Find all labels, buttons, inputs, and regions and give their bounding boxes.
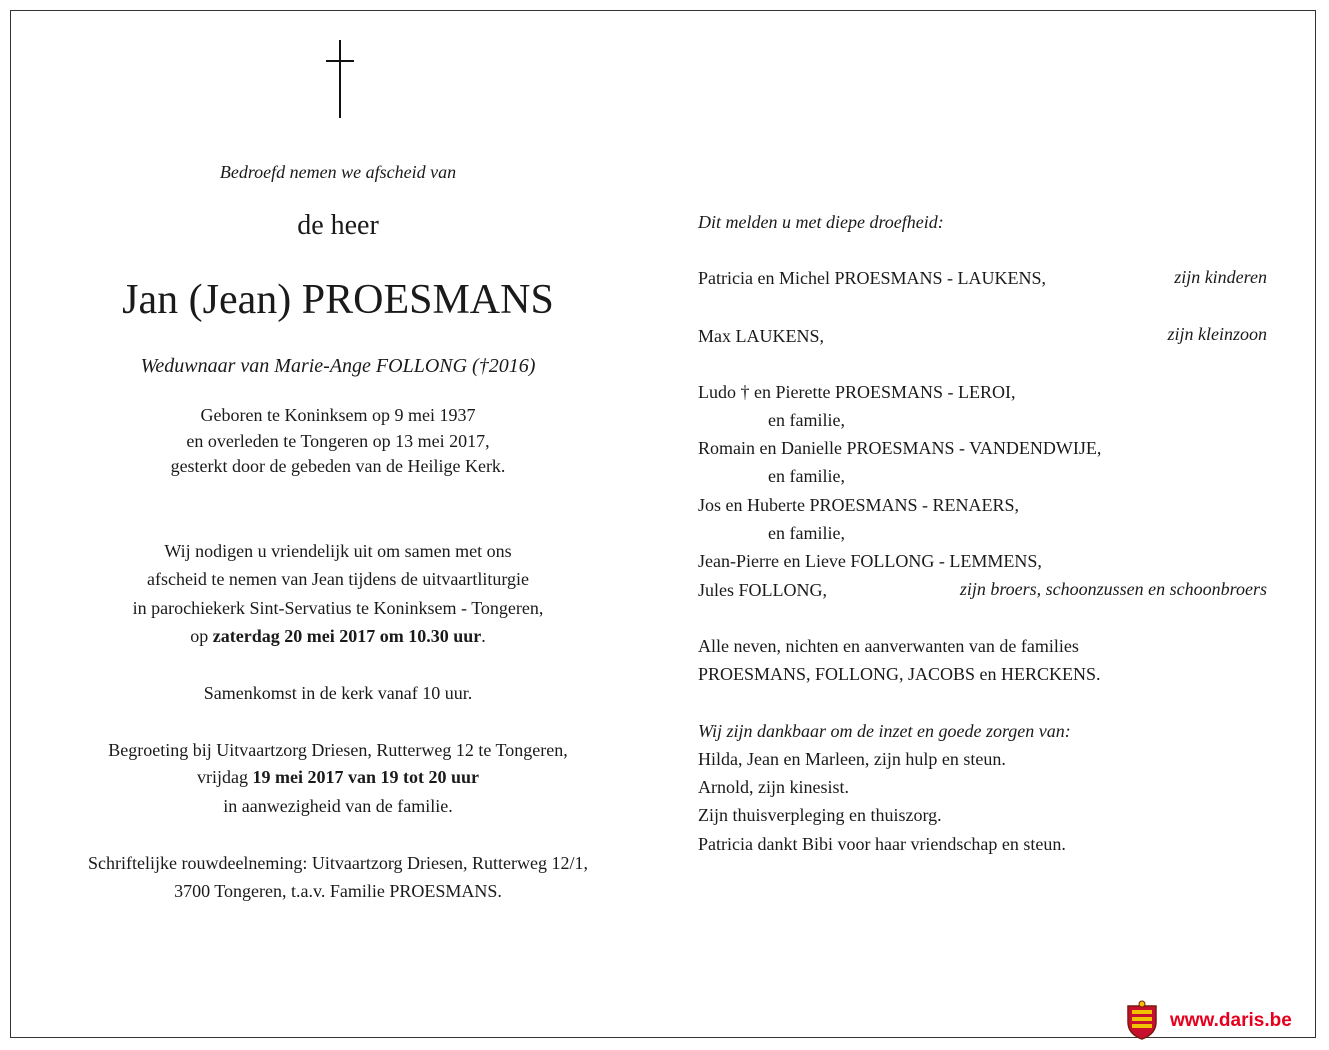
sibling-family-line: en familie, [768,466,845,486]
greeting-date-line [60,767,616,788]
thanks-line: Zijn thuisverpleging en thuiszorg. [698,805,942,825]
invite-line: in parochiekerk Sint-Servatius te Koninksem - Tongeren, [132,598,544,618]
church-line: gesterkt door de gebeden van de Heilige Kerk. [170,456,506,476]
left-column [60,0,616,1050]
sibling-family-line: en familie, [768,523,845,543]
greeting-line: Begroeting bij Uitvaartzorg Driesen, Rutterweg 12 te Tongeren, [108,740,568,760]
grandson-line: Max LAUKENS, [698,326,824,346]
gathering-line: Samenkomst in de kerk vanaf 10 uur. [203,683,473,703]
condolence-line: 3700 Tongeren, t.a.v. Familie PROESMANS. [174,881,502,901]
siblings-relation: zijn broers, schoonzussen en schoonbroers [959,579,1267,599]
invite-line: afscheid te nemen van Jean tijdens de uitvaartliturgie [146,569,530,589]
children-relation: zijn kinderen [1174,267,1267,287]
relatives-line: PROESMANS, FOLLONG, JACOBS en HERCKENS. [698,664,1101,684]
birth-line: Geboren te Koninksem op 9 mei 1937 [200,405,476,425]
sibling-line: Ludo † en Pierette PROESMANS - LEROI, [698,382,1016,402]
announce-heading: Dit melden u met diepe droefheid: [698,212,944,232]
greeting-prefix: vrijdag [197,767,248,787]
deceased-name: Jan (Jean) PROESMANS [122,277,554,323]
thanks-line: Hilda, Jean en Marleen, zijn hulp en steun. [698,749,1006,769]
thanks-heading: Wij zijn dankbaar om de inzet en goede zorgen van: [698,721,1071,741]
grandson-relation: zijn kleinzoon [1167,324,1267,344]
thanks-line: Arnold, zijn kinesist. [698,777,849,797]
service-suffix: . [481,626,486,646]
sibling-line: Jean-Pierre en Lieve FOLLONG - LEMMENS, [698,551,1042,571]
sibling-family-line: en familie, [768,410,845,430]
condolence-line: Schriftelijke rouwdeelneming: Uitvaartzorg Driesen, Rutterweg 12/1, [87,853,589,873]
sibling-line: Jos en Huberte PROESMANS - RENAERS, [698,495,1020,515]
website-link[interactable]: www.daris.be [1170,1010,1292,1031]
thanks-line: Patricia dankt Bibi voor haar vriendschap en steun. [698,834,1066,854]
salutation: de heer [297,210,379,241]
service-date: zaterdag 20 mei 2017 om 10.30 uur [212,626,482,646]
greeting-date: 19 mei 2017 van 19 tot 20 uur [252,767,479,787]
intro-text: Bedroefd nemen we afscheid van [219,162,457,182]
widow-line: Weduwnaar van Marie-Ange FOLLONG (†2016) [140,355,536,377]
sibling-line: Jules FOLLONG, [698,580,827,600]
children-line: Patricia en Michel PROESMANS - LAUKENS, [698,268,1046,288]
invite-line: Wij nodigen u vriendelijk uit om samen met ons [164,541,512,561]
sibling-line: Romain en Danielle PROESMANS - VANDENDWIJE, [698,438,1102,458]
greeting-line: in aanwezigheid van de familie. [223,796,453,816]
service-date-line [60,626,616,647]
death-line: en overleden te Tongeren op 13 mei 2017, [186,431,490,451]
crest-logo-icon [1124,1000,1160,1040]
service-prefix: op [190,626,209,646]
relatives-line: Alle neven, nichten en aanverwanten van de families [698,636,1079,656]
